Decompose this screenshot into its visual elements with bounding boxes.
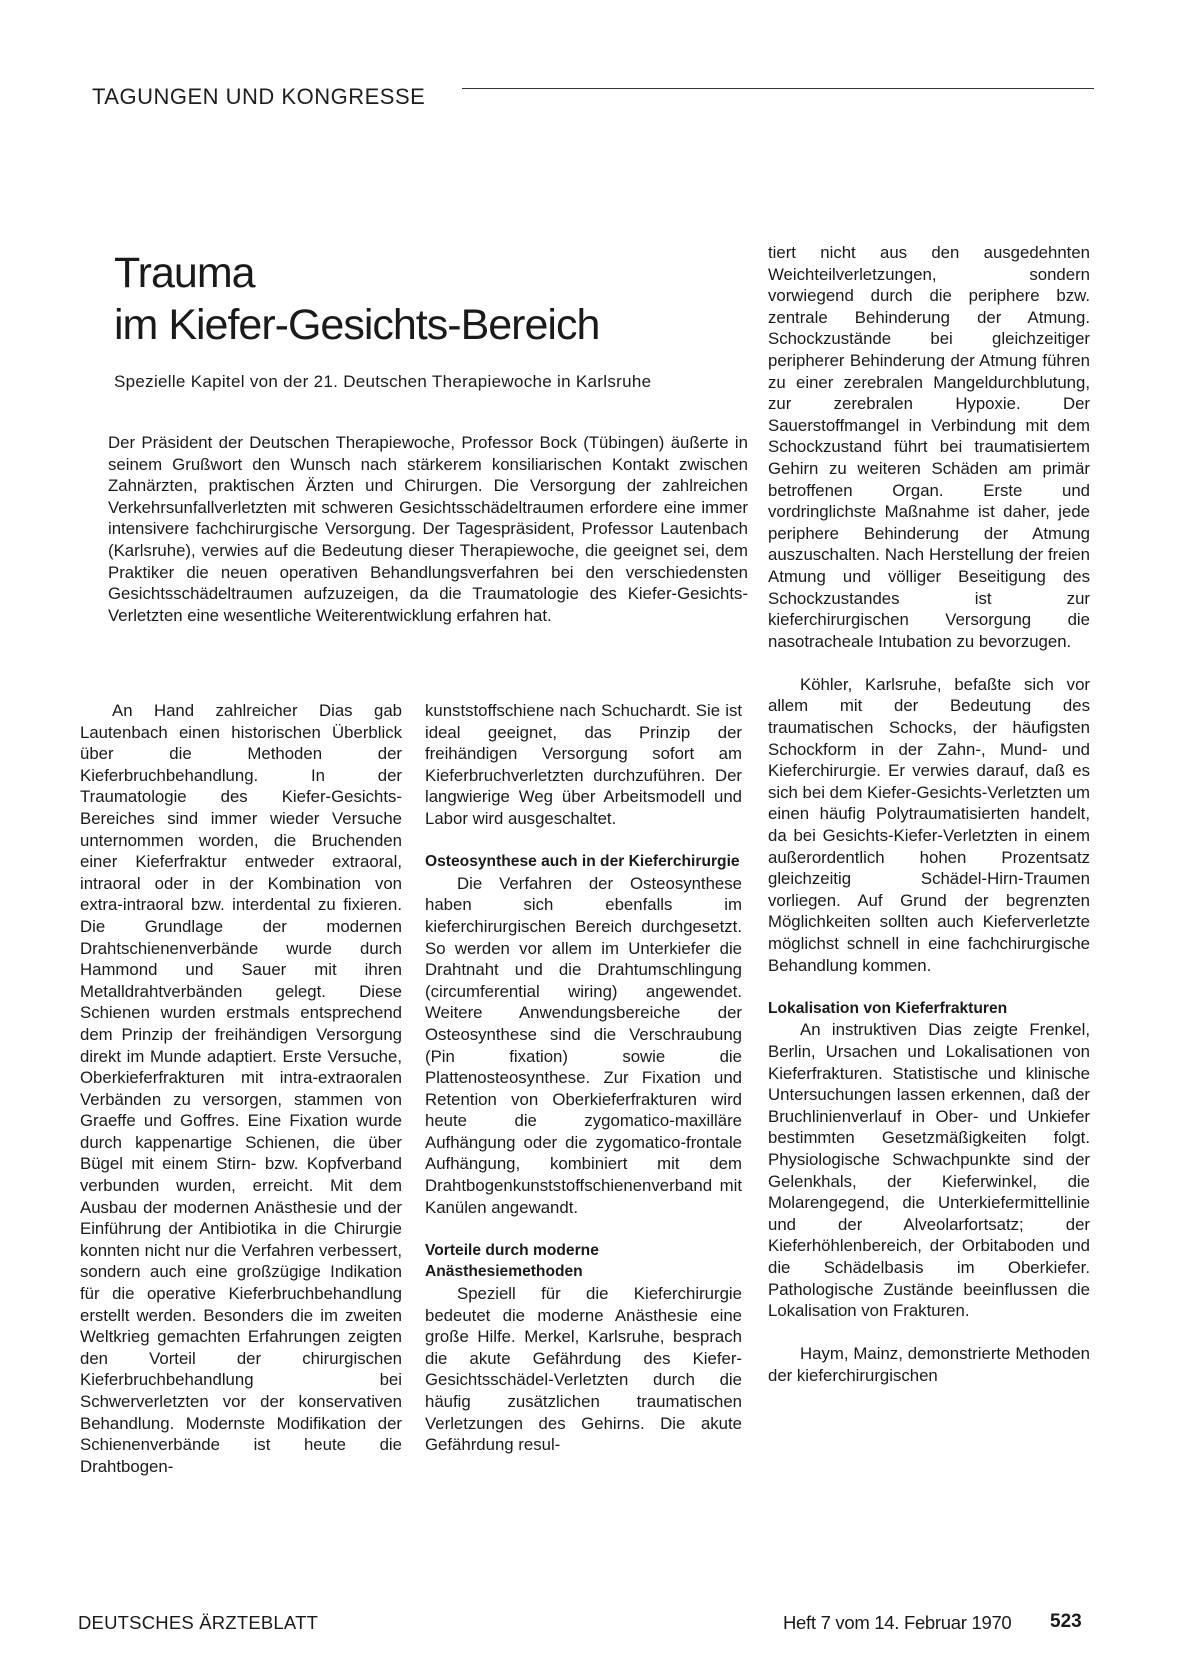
paragraph: Köhler, Karlsruhe, befaßte sich vor allem mit der Bedeutung des traumatischen Schocks, der häufigsten Schockform in der Zahn-, Mund- und Kieferchirurgie. Er verwies darauf, daß es sich bei dem Kiefer-Gesichts-Verletzten um einen häufig Polytraumatisierten handelt, da bei Gesichts-Kiefer-Verletzten in einem außerordentlich hohen Prozentsatz gleichzeitig Schädel-Hirn-Traumen vorliegen. Auf Grund der begrenzten Möglichkeiten sollten auch Kieferverletzte möglichst schnell in eine fachchirurgische Behandlung kommen. <box>768 674 1090 975</box>
page-number: 523 <box>1050 1611 1082 1632</box>
paragraph: Haym, Mainz, demonstrierte Methoden der kieferchirurgischen <box>768 1344 1090 1385</box>
section-heading: Vorteile durch moderne Anästhesiemethoden <box>425 1241 599 1281</box>
article-subtitle: Spezielle Kapitel von der 21. Deutschen Therapiewoche in Karlsruhe <box>114 372 652 391</box>
section-heading: Lokalisation von Kieferfrakturen <box>768 999 1008 1017</box>
column-3 <box>768 242 1090 1386</box>
title-line-2: im Kiefer-Gesichts-Bereich <box>114 301 600 349</box>
journal-name: DEUTSCHES ÄRZTEBLATT <box>78 1612 319 1633</box>
column-1 <box>80 700 402 1477</box>
section-label: TAGUNGEN UND KONGRESSE <box>92 84 426 109</box>
column-2 <box>425 700 742 1456</box>
paragraph: Speziell für die Kieferchirurgie bedeutet die moderne Anästhesie eine große Hilfe. Merkel, Karlsruhe, besprach die akute Gefährdung des Kiefer-Gesichtsschädel-Verletzten durch die häufig zusätzlichen traumatischen Verletzungen des Gehirns. Die akute Gefährdung resul- <box>425 1284 742 1455</box>
title-line-1: Trauma <box>114 249 255 297</box>
paragraph: Die Verfahren der Osteosynthese haben sich ebenfalls im kieferchirurgischen Bereich durchgesetzt. So werden vor allem im Unterkiefer die Drahtnaht und die Drahtumschlingung (circumferential wiring) angewendet. Weitere Anwendungsbereiche der Osteosynthese sind die Verschraubung (Pin fixation) sowie die Plattenosteosynthese. Zur Fixation und Retention von Oberkieferfrakturen wird heute die zygomatico-maxilläre Aufhängung oder die zygomatico-frontale Aufhängung, kombiniert mit dem Drahtbogenkunststoffschienenverband mit Kanülen angewandt. <box>425 873 742 1217</box>
paragraph: An instruktiven Dias zeigte Frenkel, Berlin, Ursachen und Lokalisationen von Kieferfrakturen. Statistische und klinische Untersuchungen lassen erkennen, daß der Bruchlinienverlauf in Ober- und Unkiefer bestimmten Gesetzmäßigkeiten folgt. Physiologische Schwachpunkte sind der Gelenkhals, der Kieferwinkel, die Molarengegend, die Unterkiefermittellinie und der Alveolarfortsatz; der Kieferhöhlenbereich, der Orbitaboden und die Schädelbasis im Oberkiefer. Pathologische Zustände beeinflussen die Lokalisation von Frakturen. <box>768 1020 1090 1321</box>
paragraph: tiert nicht aus den ausgedehnten Weichteilverletzungen, sondern vorwiegend durch die periphere bzw. zentrale Behinderung der Atmung. Schockzustände bei gleichzeitiger peripherer Behinderung der Atmung führen zu einer zerebralen Mangeldurchblutung, zur zerebralen Hypoxie. Der Sauerstoffmangel in Verbindung mit dem Schockzustand führt bei traumatisiertem Gehirn zu weiteren Schäden am primär betroffenen Organ. Erste und vordringlichste Maßnahme ist daher, jede periphere Behinderung der Atmung auszuschalten. Nach Herstellung der freien Atmung und völliger Beseitigung des Schockzustandes ist zur kieferchirurgischen Versorgung die nasotracheale Intubation zu bevorzugen. <box>768 243 1090 651</box>
section-rule <box>462 88 1094 89</box>
issue-date: Heft 7 vom 14. Februar 1970 <box>783 1612 1012 1633</box>
section-heading: Osteosynthese auch in der Kieferchirurgie <box>425 853 740 871</box>
paragraph: An Hand zahlreicher Dias gab Lautenbach einen historischen Überblick über die Methoden der Kieferbruchbehandlung. In der Traumatologie des Kiefer-Gesichts-Bereiches sind immer wieder Versuche unternommen worden, die Bruchenden einer Kieferfraktur entweder extraoral, intraoral oder in der Kombination von extra-intraoral bzw. interdental zu fixieren. Die Grundlage der modernen Drahtschienenverbände wurde durch Hammond und Sauer mit ihren Metalldrahtverbänden gelegt. Diese Schienen wurden erstmals entsprechend dem Prinzip der freihändigen Versorgung direkt im Munde adaptiert. Erste Versuche, Oberkieferfrakturen mit intra-extraoralen Verbänden zu versorgen, stammen von Graeffe und Goffres. Eine Fixation wurde durch kappenartige Schienen, die über Bügel mit einem Stirn- bzw. Kopfverband verbunden wurden, erreicht. Mit dem Ausbau der modernen Anästhesie und der Einführung der Antibiotika in die Chirurgie konnten nicht nur die Verfahren verbessert, sondern auch eine großzügige Indikation für die operative Kieferbruchbehandlung erstellt werden. Besonders die im zweiten Weltkrieg gemachten Erfahrungen zeigten den Vorteil der chirurgischen Kieferbruchbehandlung bei Schwerverletzten vor der konservativen Behandlung. Modernste Modifikation der Schienenverbände ist heute die Drahtbogen- <box>80 701 402 1476</box>
article-intro: Der Präsident der Deutschen Therapiewoche, Professor Bock (Tübingen) äußerte in seinem Grußwort den Wunsch nach stärkerem konsiliarischen Kontakt zwischen Zahnärzten, praktischen Ärzten und Chirurgen. Die Versorgung der zahlreichen Verkehrsunfallverletzten mit schweren Gesichtsschädeltraumen erfordere eine immer intensivere fachchirurgische Versorgung. Der Tagespräsident, Professor Lautenbach (Karlsruhe), verwies auf die Bedeutung dieser Therapiewoche, die geeignet sei, dem Praktiker die neuen operativen Behandlungsverfahren bei den verschiedensten Gesichtsschädeltraumen aufzuzeigen, da die Traumatologie des Kiefer-Gesichts-Verletzten eine wesentliche Weiterentwicklung erfahren hat. <box>108 433 748 625</box>
article-title <box>114 247 599 351</box>
paragraph: kunststoffschiene nach Schuchardt. Sie ist ideal geeignet, das Prinzip der freihändigen Versorgung sofort am Kieferbruchverletzten durchzuführen. Der langwierige Weg über Arbeitsmodell und Labor wird ausgeschaltet. <box>425 701 742 828</box>
